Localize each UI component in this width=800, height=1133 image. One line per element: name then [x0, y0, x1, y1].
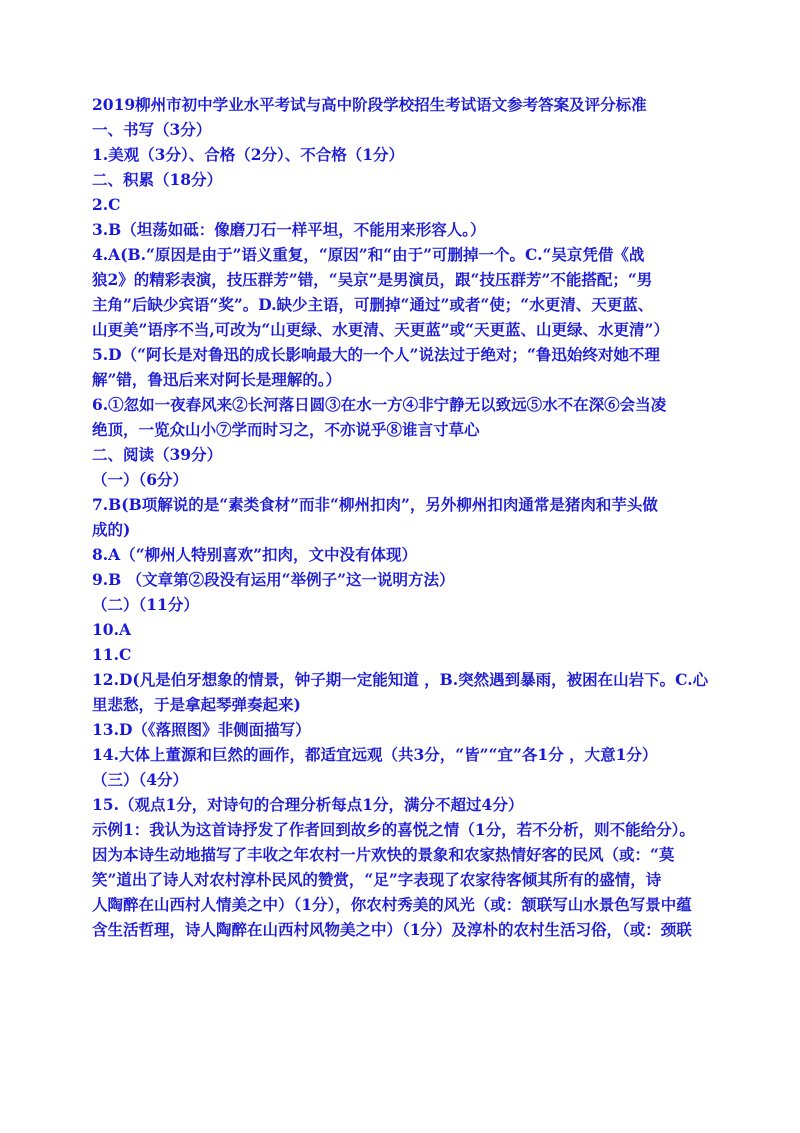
- answer-line: 9.B （文章第②段没有运用“举例子”这一说明方法）: [92, 570, 455, 589]
- answer-line: 10.A: [92, 620, 131, 639]
- answer-line: 13.D（《落照图》非侧面描写）: [92, 720, 311, 739]
- answer-line: 2.C: [92, 195, 121, 214]
- answer-line: 15.（观点1分，对诗句的合理分析每点1分，满分不超过4分）: [92, 795, 524, 814]
- answer-line: 4.A(B.“原因是由于”语义重复，“原因”和“由于”可删掉一个。C.“吴京凭借《战: [92, 245, 645, 264]
- answer-line: 6.①忽如一夜春风来②长河落日圆③在水一方④非宁静无以致远⑤水不在深⑥会当凌: [92, 395, 667, 414]
- subsection-heading: （一）（6分）: [92, 470, 189, 489]
- answer-line: 11.C: [92, 645, 132, 664]
- answer-line: 人陶醉在山西村人情美之中）（1分），你农村秀美的风光（或：颔联写山水景色写景中蕴: [92, 895, 692, 914]
- answer-line: 山更美”语序不当,可改为“山更绿、水更清、天更蓝”或“天更蓝、山更绿、水更清”）: [92, 320, 669, 339]
- answer-line: 12.D(凡是伯牙想象的情景，钟子期一定能知道 ，B.突然遇到暴雨，被困在山岩下。C.心: [92, 670, 709, 689]
- answer-line: 笑”道出了诗人对农村淳朴民风的赞赏，“足”字表现了农家待客倾其所有的盛情，诗: [92, 870, 662, 889]
- answer-line: 1.美观（3分）、合格（2分）、不合格（1分）: [92, 145, 405, 164]
- answer-line: 里悲愁，于是拿起琴弹奏起来): [92, 695, 301, 714]
- answer-line: 14.大体上董源和巨然的画作，都适宜远观（共3分，“皆”“宜”各1分 ，大意1分）: [92, 745, 658, 764]
- answer-line: 含生活哲理，诗人陶醉在山西村风物美之中）（1分）及淳朴的农村生活习俗，（或：颈联: [92, 920, 692, 939]
- document-title: 2019柳州市初中学业水平考试与高中阶段学校招生考试语文参考答案及评分标准: [92, 95, 647, 114]
- answer-line: 成的): [92, 520, 131, 539]
- subsection-heading: （二）（11分）: [92, 595, 199, 614]
- answer-line: 8.A（“柳州人特别喜欢”扣肉，文中没有体现）: [92, 545, 418, 564]
- section-heading-accumulation: 二、积累（18分）: [92, 170, 223, 189]
- section-heading-reading: 二、阅读（39分）: [92, 445, 223, 464]
- answer-line: 解”错，鲁迅后来对阿长是理解的。）: [92, 370, 342, 389]
- answer-line: 狼2》的精彩表演，技压群芳”错，“吴京”是男演员，跟“技压群芳”不能搭配；“男: [92, 270, 653, 289]
- answer-line: 5.D（“阿长是对鲁迅的成长影响最大的一个人”说法过于绝对；“鲁迅始终对她不理: [92, 345, 660, 364]
- answer-line: 7.B(B项解说的是“素类食材”而非“柳州扣肉”，另外柳州扣肉通常是猪肉和芋头做: [92, 495, 658, 514]
- answer-line: 3.B（坦荡如砥：像磨刀石一样平坦，不能用来形容人。）: [92, 220, 486, 239]
- answer-line: 绝顶，一览众山小⑦学而时习之，不亦说乎⑧谁言寸草心: [92, 420, 480, 439]
- answer-line: 因为本诗生动地描写了丰收之年农村一片欢快的景象和农家热情好客的民风（或：“莫: [92, 845, 675, 864]
- answer-line: 主角”后缺少宾语“奖”。D.缺少主语，可删掉“通过”或者“使；“水更清、天更蓝、: [92, 295, 654, 314]
- section-heading-writing: 一、书写（3分）: [92, 120, 212, 139]
- answer-line: 示例1：我认为这首诗抒发了作者回到故乡的喜悦之情（1分，若不分析，则不能给分）。: [92, 820, 695, 839]
- answer-document: [92, 92, 717, 942]
- subsection-heading: （三）（4分）: [92, 770, 189, 789]
